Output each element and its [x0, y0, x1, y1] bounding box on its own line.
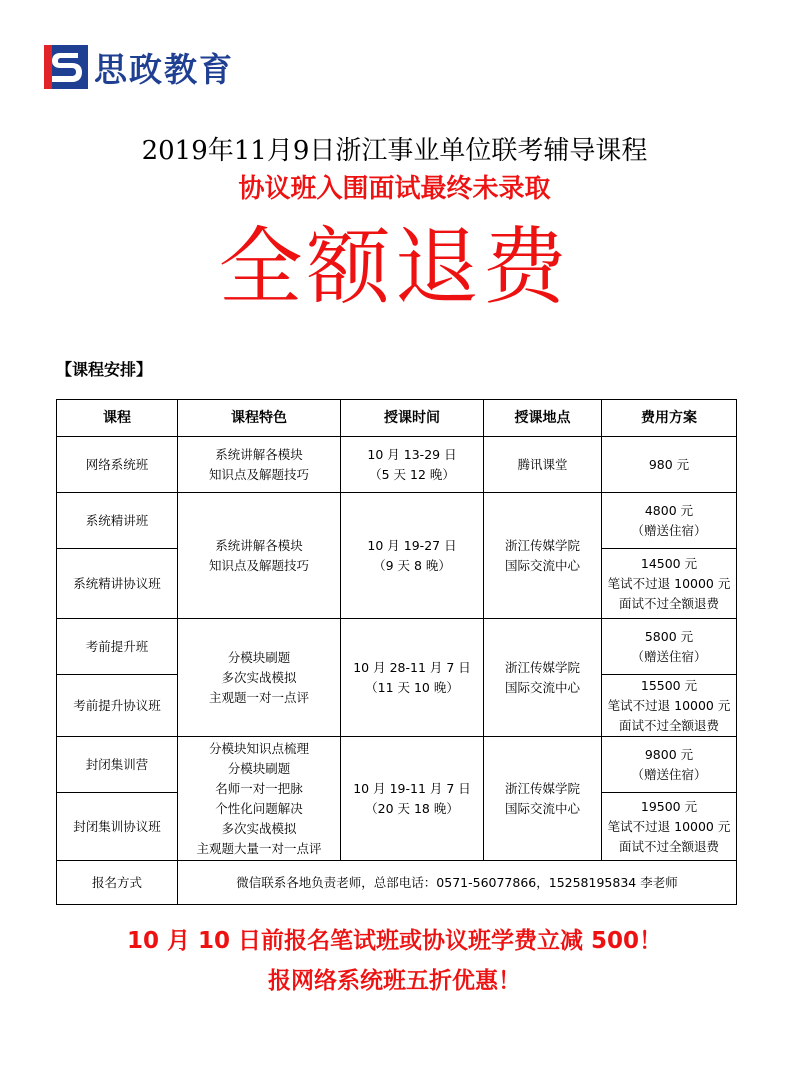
brand-logo	[44, 42, 234, 92]
course-table	[56, 399, 737, 905]
table-row	[57, 493, 737, 549]
course-name: 系统精讲协议班	[57, 549, 178, 619]
section-heading: 【课程安排】	[56, 360, 153, 379]
course-time: 10 月 13-29 日 （5 天 12 晚）	[341, 437, 484, 493]
registration-label: 报名方式	[57, 861, 178, 905]
table-row	[57, 437, 737, 493]
course-name: 考前提升协议班	[57, 675, 178, 737]
course-time: 10 月 28-11 月 7 日 （11 天 10 晚）	[341, 619, 484, 737]
page-title: 2019年11月9日浙江事业单位联考辅导课程	[141, 136, 648, 166]
registration-row	[57, 861, 737, 905]
course-name: 封闭集训协议班	[57, 793, 178, 861]
promo-network-discount: 报网络系统班五折优惠！	[268, 968, 521, 994]
course-name: 网络系统班	[57, 437, 178, 493]
table-row	[57, 737, 737, 793]
course-features: 系统讲解各模块 知识点及解题技巧	[178, 437, 341, 493]
course-venue: 浙江传媒学院 国际交流中心	[484, 737, 602, 861]
course-name: 封闭集训营	[57, 737, 178, 793]
course-name: 考前提升班	[57, 619, 178, 675]
header-time: 授课时间	[341, 400, 484, 437]
course-fee: 14500 元 笔试不过退 10000 元 面试不过全额退费	[602, 549, 737, 619]
registration-info: 微信联系各地负责老师，总部电话：0571-56077866，15258195834 李老师	[178, 861, 737, 905]
course-fee: 19500 元 笔试不过退 10000 元 面试不过全额退费	[602, 793, 737, 861]
course-time: 10 月 19-27 日 （9 天 8 晚）	[341, 493, 484, 619]
s-logo-icon	[44, 45, 88, 89]
course-venue: 腾讯课堂	[484, 437, 602, 493]
course-features: 分模块知识点梳理 分模块刷题 名师一对一把脉 个性化问题解决 多次实战模拟 主观题大量一对一点评	[178, 737, 341, 861]
course-name: 系统精讲班	[57, 493, 178, 549]
course-fee: 4800 元 （赠送住宿）	[602, 493, 737, 549]
promo-early-registration: 10 月 10 日前报名笔试班或协议班学费立减 500！	[126, 928, 663, 954]
course-fee: 15500 元 笔试不过退 10000 元 面试不过全额退费	[602, 675, 737, 737]
course-fee: 5800 元 （赠送住宿）	[602, 619, 737, 675]
header-venue: 授课地点	[484, 400, 602, 437]
header-fee: 费用方案	[602, 400, 737, 437]
course-fee: 9800 元 （赠送住宿）	[602, 737, 737, 793]
brand-name: 思政教育	[94, 49, 234, 89]
header-features: 课程特色	[178, 400, 341, 437]
refund-headline: 全额退费	[218, 218, 571, 316]
course-features: 分模块刷题 多次实战模拟 主观题一对一点评	[178, 619, 341, 737]
header-course: 课程	[57, 400, 178, 437]
course-venue: 浙江传媒学院 国际交流中心	[484, 619, 602, 737]
course-fee: 980 元	[602, 437, 737, 493]
course-venue: 浙江传媒学院 国际交流中心	[484, 493, 602, 619]
course-time: 10 月 19-11 月 7 日 （20 天 18 晚）	[341, 737, 484, 861]
table-header-row	[57, 400, 737, 437]
course-features: 系统讲解各模块 知识点及解题技巧	[178, 493, 341, 619]
table-row	[57, 619, 737, 675]
page-subtitle: 协议班入围面试最终未录取	[238, 174, 551, 204]
